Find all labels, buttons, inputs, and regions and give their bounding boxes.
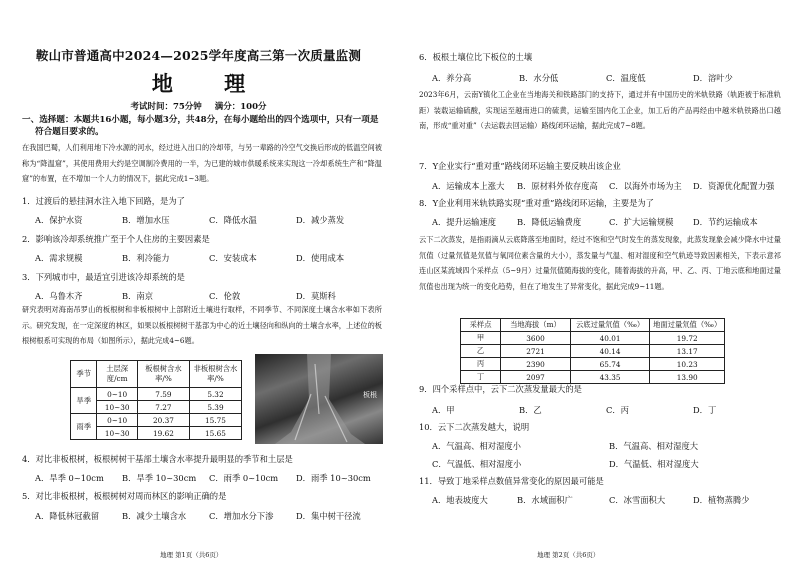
table-row [461, 332, 725, 345]
exam-info: 考试时间：75分钟 满分：100分 [130, 102, 267, 112]
table-cell: 乙 [461, 345, 501, 358]
table-header-cell: 板根树含水率/% [137, 361, 189, 388]
soil-moisture-table [70, 360, 242, 440]
q11-option-c[interactable]: C．冰雪面积大 [609, 495, 666, 505]
q1-option-b[interactable]: B．增加水压 [122, 215, 170, 225]
q8-option-c[interactable]: C．扩大运输规模 [609, 217, 674, 227]
buttress-root-photo [255, 354, 383, 444]
subject-title: 地 理 [151, 71, 268, 96]
q3-option-a[interactable]: A．乌鲁木齐 [35, 291, 83, 301]
q2-option-c[interactable]: C．安装成本 [209, 253, 257, 263]
table-row [71, 414, 242, 427]
table-cell: 3600 [501, 332, 571, 345]
q11-option-d[interactable]: D．植物蒸腾少 [693, 495, 750, 505]
q10-option-b[interactable]: B．气温高、相对湿度大 [609, 441, 699, 451]
table-cell: 雨季 [71, 414, 97, 440]
q1-option-c[interactable]: C．降低水温 [209, 215, 257, 225]
table-cell: 0~10 [97, 388, 138, 401]
q7-option-d[interactable]: D．资源优化配置力强 [693, 181, 775, 191]
photo-label: 板根 [363, 391, 377, 399]
table-cell: 13.90 [650, 371, 725, 384]
table-cell: 10~30 [97, 401, 138, 414]
q5-option-b[interactable]: B．减少土壤含水 [122, 511, 187, 521]
table-cell: 40.01 [570, 332, 650, 345]
q7-option-a[interactable]: A．运输成本上涨大 [432, 181, 505, 191]
q10-option-d[interactable]: D．气温低、相对湿度大 [609, 459, 699, 469]
table-header-row [71, 361, 242, 388]
table-header-cell: 当地海拔（m） [501, 319, 571, 332]
table-cell: 65.74 [570, 358, 650, 371]
q4-option-a[interactable]: A．旱季 0~10cm [35, 473, 104, 483]
q4-option-b[interactable]: B．旱季 10~30cm [122, 473, 197, 483]
table-header-cell: 季节 [71, 361, 97, 388]
table-cell: 2721 [501, 345, 571, 358]
table-cell: 15.75 [189, 414, 241, 427]
q1-option-d[interactable]: D．减少蒸发 [296, 215, 345, 225]
table-cell: 2097 [501, 371, 571, 384]
table-cell: 甲 [461, 332, 501, 345]
q10-option-a[interactable]: A．气温高、相对湿度小 [432, 441, 521, 451]
q9-option-a[interactable]: A．甲 [432, 405, 455, 415]
table-cell: 20.37 [137, 414, 189, 427]
table-cell: 5.39 [189, 401, 241, 414]
q2-option-a[interactable]: A．需求规模 [35, 253, 83, 263]
q7-option-c[interactable]: C．以海外市场为主 [609, 181, 682, 191]
q4-option-d[interactable]: D．雨季 10~30cm [296, 473, 371, 483]
table-cell: 10.23 [650, 358, 725, 371]
q3-option-d[interactable]: D．莫斯科 [296, 291, 336, 301]
passage-3: 2023年6月，云南Y镇化工企业在当地海关和铁路部门的支持下，通过并有中国历史的米轨铁路（轨距被于标准轨距）装载运输硫酸，实现运至越南进口的硫黄，运输至国内化工企业，加工后的产品再经由中越米轨铁路出口越南，形成“重对重”（去运载去回运输）路线闭环运输，据此完成7~8题。 [419, 90, 781, 130]
passage-1: 在我国巴蜀，人们利用地下冷水源的河水，经过进入出口的冷却带，与另一辈路的冷空气交换后形成的低温空间被称为“降温窟”，其使用费用大约是空调制冷费用的一半，为已建的城市供暖系统来实现这一冷却系统生产和“降温窟”的布置，在不增加一个人力的情况下，据此完成1~3题。 [22, 143, 382, 183]
table-row [461, 371, 725, 384]
table-cell: 丁 [461, 371, 501, 384]
table-header-cell: 云底过量氘值（‰） [570, 319, 650, 332]
question-5: 5．对比非板根树，板根树树对周而林区的影响正确的是 [22, 491, 227, 501]
question-7: 7．Y企业实行“重对重”路线闭环运输主要反映出该企业 [419, 161, 621, 171]
table-cell: 2390 [501, 358, 571, 371]
table-row [71, 388, 242, 401]
table-cell: 10~30 [97, 427, 138, 440]
page-2 [397, 0, 794, 561]
section-heading-2: 符合题目要求的。 [35, 127, 104, 137]
q2-option-b[interactable]: B．利冷能力 [122, 253, 170, 263]
q11-option-a[interactable]: A．地表坡度大 [432, 495, 488, 505]
table-row [71, 427, 242, 440]
q9-option-c[interactable]: C．丙 [606, 405, 629, 415]
page-footer-2: 地理 第2页（共6页） [537, 551, 600, 559]
table-cell: 丙 [461, 358, 501, 371]
question-6: 6．板根土壤位比下板位的土壤 [419, 52, 533, 62]
q6-option-a[interactable]: A．养分高 [432, 73, 472, 83]
table-row [71, 401, 242, 414]
q2-option-d[interactable]: D．使用成本 [296, 253, 345, 263]
q6-option-b[interactable]: B．水分低 [519, 73, 559, 83]
table-cell: 7.27 [137, 401, 189, 414]
question-2: 2．影响该冷却系统推广至于个人住房的主要因素是 [22, 234, 210, 244]
table-header-cell: 采样点 [461, 319, 501, 332]
question-9: 9．四个采样点中，云下二次蒸发量最大的是 [419, 384, 582, 394]
question-11: 11．导致丁地采样点数值异常变化的原因最可能是 [419, 476, 604, 486]
q3-option-c[interactable]: C．伦敦 [209, 291, 241, 301]
deuterium-excess-table [460, 318, 725, 384]
q5-option-c[interactable]: C．增加水分下渗 [209, 511, 274, 521]
table-cell: 19.62 [137, 427, 189, 440]
q6-option-c[interactable]: C．温度低 [606, 73, 646, 83]
exam-title: 鞍山市普通高中2024—2025学年度高三第一次质量监测 [35, 48, 362, 63]
table-header-cell: 土层深度/cm [97, 361, 138, 388]
question-1: 1．过渡后的悬挂洞水注入地下回路，是为了 [22, 196, 185, 206]
question-3: 3．下列城市中，最适宜引进该冷却系统的是 [22, 272, 185, 282]
passage-4: 云下二次蒸发，是指雨滴从云底降落至地面时，经过不饱和空气时发生的蒸发现象，此蒸发现象会减少降水中过量氘值（过量氘值是氘值与氧同位素含量的大小），蒸发量与气温、相对湿度和空气轨迹导致因素相关，下表示意祁连山区某流域四个采样点（5~9月）过量氘值随海拔的变化，随着海拔的升高，甲、乙、丙、丁地云底和地面过量氘值也出现为统一的变化趋势，但在了地发生了异常变化，据此完成9~11题。 [419, 235, 781, 291]
table-cell: 旱季 [71, 388, 97, 414]
table-header-cell: 非板根树含水率/% [189, 361, 241, 388]
q5-option-a[interactable]: A．降低林冠截留 [35, 511, 100, 521]
question-8: 8．Y企业利用米轨铁路实现“重对重”路线闭环运输，主要是为了 [419, 198, 654, 208]
table-header-row [461, 319, 725, 332]
table-header-cell: 地面过量氘值（‰） [650, 319, 725, 332]
page-footer-1: 地理 第1页（共6页） [160, 551, 223, 559]
table-cell: 19.72 [650, 332, 725, 345]
table-cell: 7.59 [137, 388, 189, 401]
table-cell: 5.32 [189, 388, 241, 401]
q10-option-c[interactable]: C．气温低、相对湿度小 [432, 459, 522, 469]
q9-option-b[interactable]: B．乙 [519, 405, 542, 415]
table-cell: 13.17 [650, 345, 725, 358]
table-row [461, 345, 725, 358]
q5-option-d[interactable]: D．集中树干径流 [296, 511, 361, 521]
passage-2: 研究表明对海南吊罗山的板根树和非板根树中上部附近土壤进行取样，不同季节、不同深度土壤含水率如下表所示。研究发现，在一定深度的林区，如果以板根树树干基部为中心的近土壤径向和纵向的土壤含水率，上述位的板根树根系可实现的布局（如图所示），据此完成4~6题。 [22, 305, 382, 345]
question-4: 4．对比非板根树，板根树树干基部土壤含水率提升最明显的季节和土层是 [22, 454, 293, 464]
table-cell: 43.35 [570, 371, 650, 384]
q8-option-b[interactable]: B．降低运输费度 [517, 217, 582, 227]
q8-option-a[interactable]: A．提升运输速度 [432, 217, 497, 227]
section-heading-1: 一、选择题：本题共16小题，每小题3分，共48分，在每小题给出的四个选项中，只有一项是 [22, 115, 379, 125]
q7-option-b[interactable]: B．原材料外依存度高 [517, 181, 598, 191]
q4-option-c[interactable]: C．雨季 0~10cm [209, 473, 279, 483]
q8-option-d[interactable]: D．节约运输成本 [693, 217, 758, 227]
q11-option-b[interactable]: B．水域面积广 [517, 495, 573, 505]
table-cell: 40.14 [570, 345, 650, 358]
table-cell: 15.65 [189, 427, 241, 440]
q9-option-d[interactable]: D．丁 [693, 405, 717, 415]
table-row [461, 358, 725, 371]
q6-option-d[interactable]: D．溶叶少 [693, 73, 733, 83]
table-cell: 0~10 [97, 414, 138, 427]
q3-option-b[interactable]: B．南京 [122, 291, 153, 301]
q1-option-a[interactable]: A．保护水资 [35, 215, 83, 225]
question-10: 10．云下二次蒸发越大，说明 [419, 422, 530, 432]
